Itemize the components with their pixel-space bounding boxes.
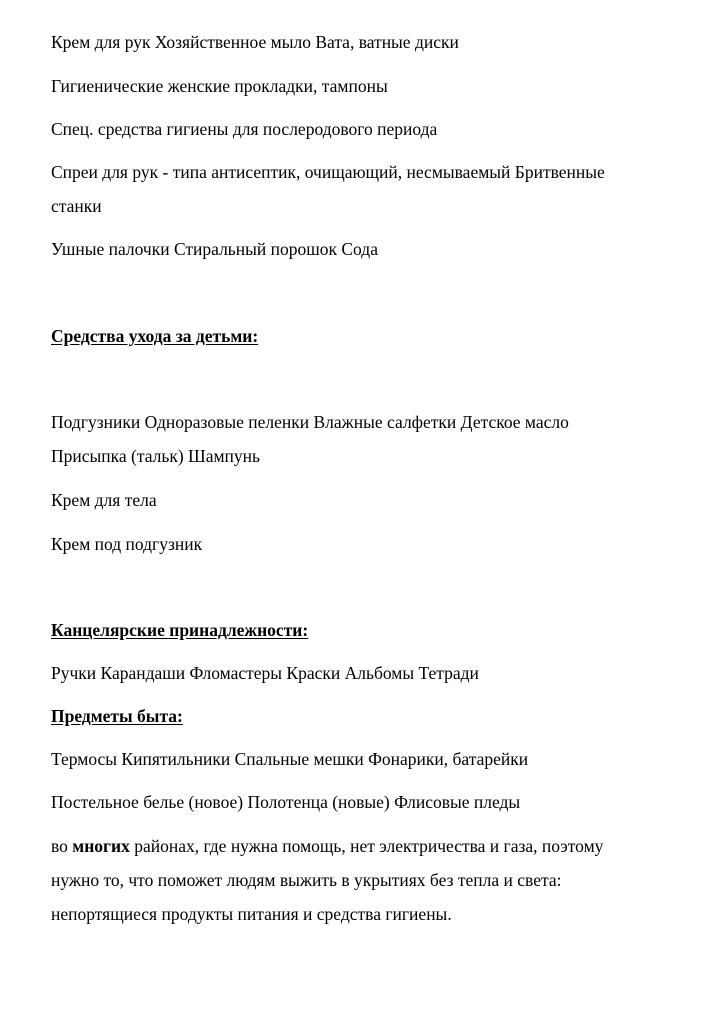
household-line-2: Постельное белье (новое) Полотенца (новые) Флисовые пледы [51,792,521,812]
stationery-line-1: Ручки Карандаши Фломастеры Краски Альбомы Тетради [51,663,479,683]
hygiene-line-1: Крем для рук Хозяйственное мыло Вата, ватные диски [51,32,459,52]
note-prefix: во [51,836,73,856]
household-heading: Предметы быта: [51,706,183,726]
note-line-2: нужно то, что поможет людям выжить в укрытиях без тепла и света: [51,870,562,890]
childcare-line-3: Крем под подгузник [51,534,203,554]
stationery-heading: Канцелярские принадлежности: [51,620,309,640]
childcare-heading: Средства ухода за детьми: [51,326,259,346]
hygiene-line-5: Ушные палочки Стиральный порошок Сода [51,239,378,259]
hygiene-line-4b: станки [51,196,102,216]
childcare-line-1b: Присыпка (тальк) Шампунь [51,446,261,466]
childcare-line-2: Крем для тела [51,490,157,510]
childcare-line-1a: Подгузники Одноразовые пеленки Влажные салфетки Детское масло [51,412,569,432]
note-rest: районах, где нужна помощь, нет электричества и газа, поэтому [129,836,604,856]
note-line-3: непортящиеся продукты питания и средства гигиены. [51,904,452,924]
hygiene-line-3: Спец. средства гигиены для послеродового периода [51,119,438,139]
note-line-1 [51,838,603,856]
hygiene-line-4a: Спреи для рук - типа антисептик, очищающий, несмываемый Бритвенные [51,162,605,182]
hygiene-line-2: Гигиенические женские прокладки, тампоны [51,76,388,96]
household-line-1: Термосы Кипятильники Спальные мешки Фонарики, батарейки [51,749,529,769]
note-bold-word: многих [72,836,130,856]
